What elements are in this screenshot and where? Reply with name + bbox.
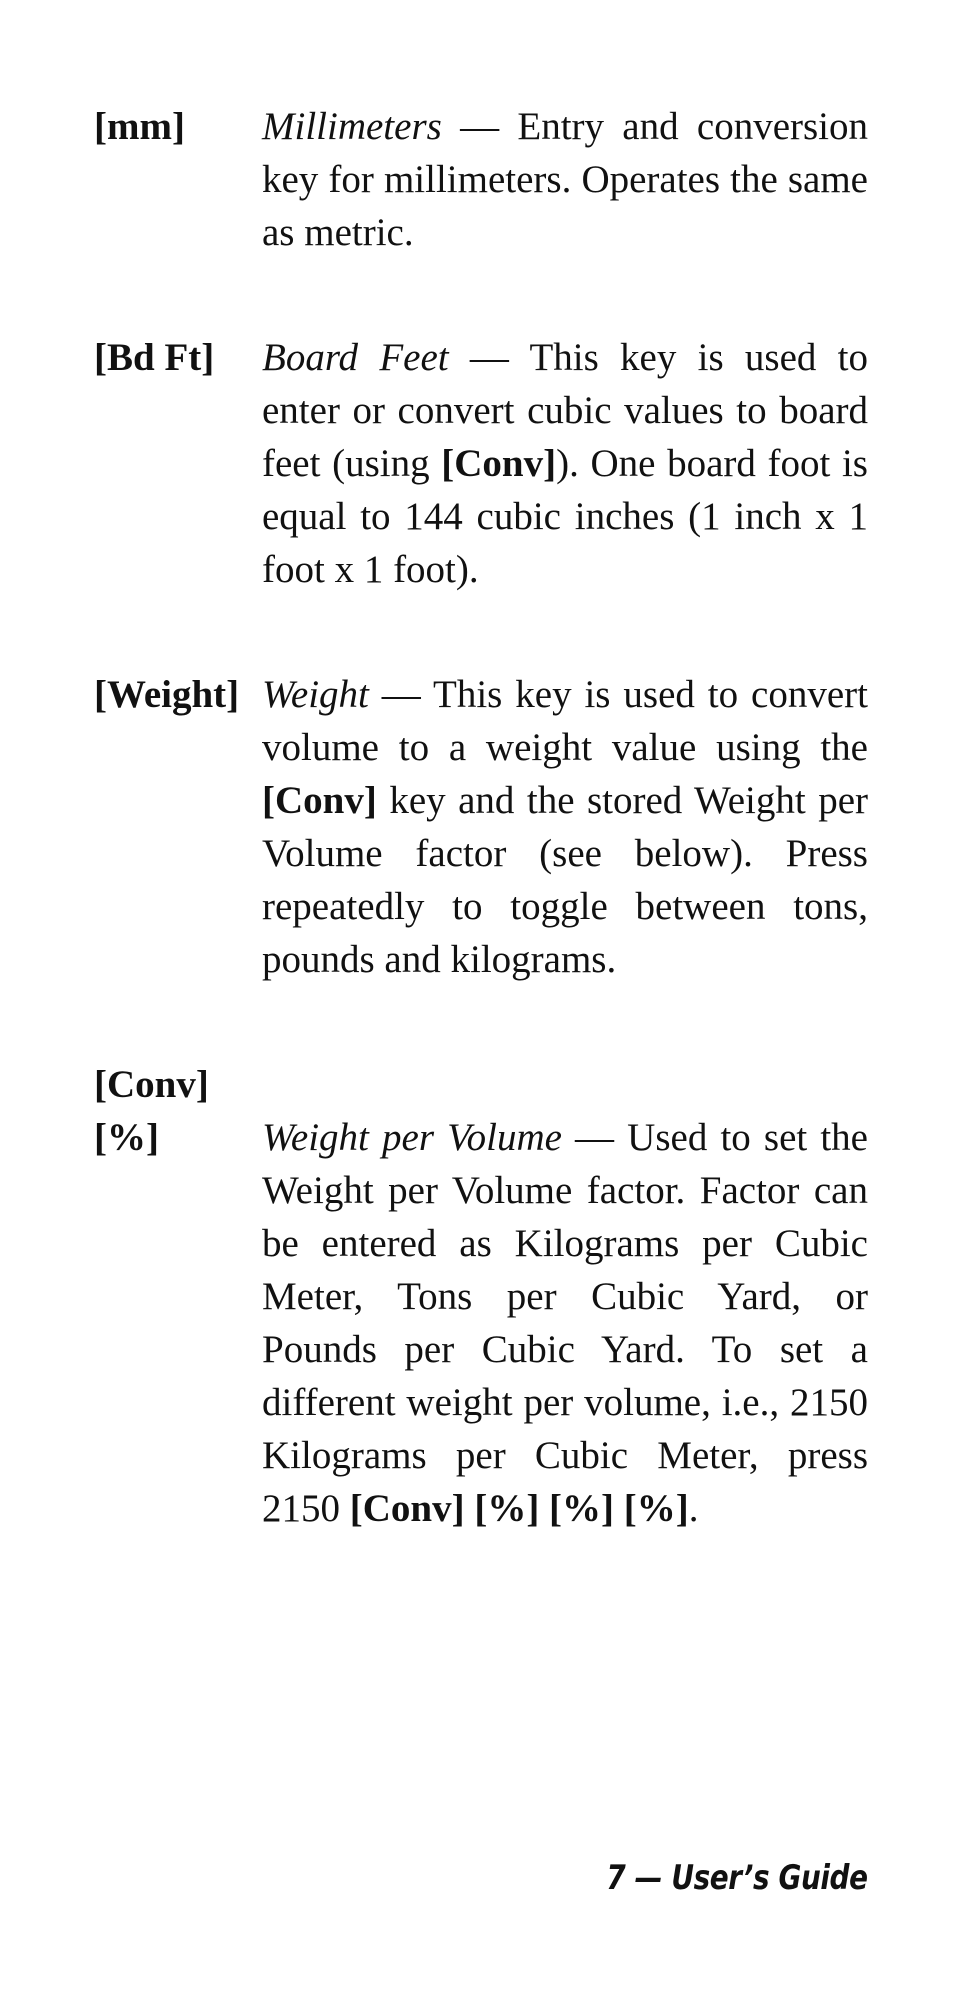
description-text: — Used to set the Weight per Volume factor. Factor can be entered as Kilograms per Cubic Meter, Tons per Cubic Yard, or Pounds per Cubic Yard. To set a different weight per volume, i.e., 2150 Kilograms per Cubic Meter, press 2150: [262, 1116, 868, 1530]
key-label: [Bd Ft]: [94, 336, 215, 379]
key-entry: [94, 668, 868, 986]
key-name: [94, 100, 262, 153]
key-name: [94, 331, 262, 384]
key-entry: [94, 100, 868, 259]
term-name: Weight per Volume: [262, 1116, 562, 1159]
key-entry: [94, 331, 868, 596]
term-name: Board Feet: [262, 336, 449, 379]
description-text: .: [688, 1487, 699, 1530]
description-text: key and the stored Weight per Volume factor (see below). Press repeatedly to toggle between tons, pounds and kilograms.: [262, 779, 868, 981]
description-text: — This key is used to convert volume to a weight value using the: [262, 673, 868, 769]
key-name: [94, 1058, 262, 1164]
key-reference: [Conv]: [262, 779, 377, 822]
key-description: [262, 331, 868, 596]
key-entry: [94, 1058, 868, 1535]
key-description: [262, 668, 868, 986]
term-name: Weight: [262, 673, 369, 716]
manual-page: [94, 100, 868, 1607]
key-label: [Weight]: [94, 673, 240, 716]
page-footer: 7 — User’s Guide: [606, 1858, 868, 1898]
key-description: [262, 100, 868, 259]
key-description: [262, 1111, 868, 1535]
term-name: Millimeters: [262, 105, 442, 148]
key-definition-list: [94, 100, 868, 1535]
key-reference: [Conv] [%] [%] [%]: [349, 1487, 689, 1530]
description-text: — Entry and conversion key for millimeters. Operates the same as metric.: [262, 105, 868, 254]
key-label: [Conv]: [94, 1063, 209, 1106]
key-reference: [Conv]: [441, 442, 557, 485]
description-text: — This key is used to enter or convert cubic values to board feet (using: [262, 336, 868, 485]
key-label: [mm]: [94, 105, 185, 148]
description-text: ). One board foot is equal to 144 cubic inches (1 inch x 1 foot x 1 foot).: [262, 442, 868, 591]
key-label: [%]: [94, 1116, 159, 1159]
key-name: [94, 668, 262, 721]
